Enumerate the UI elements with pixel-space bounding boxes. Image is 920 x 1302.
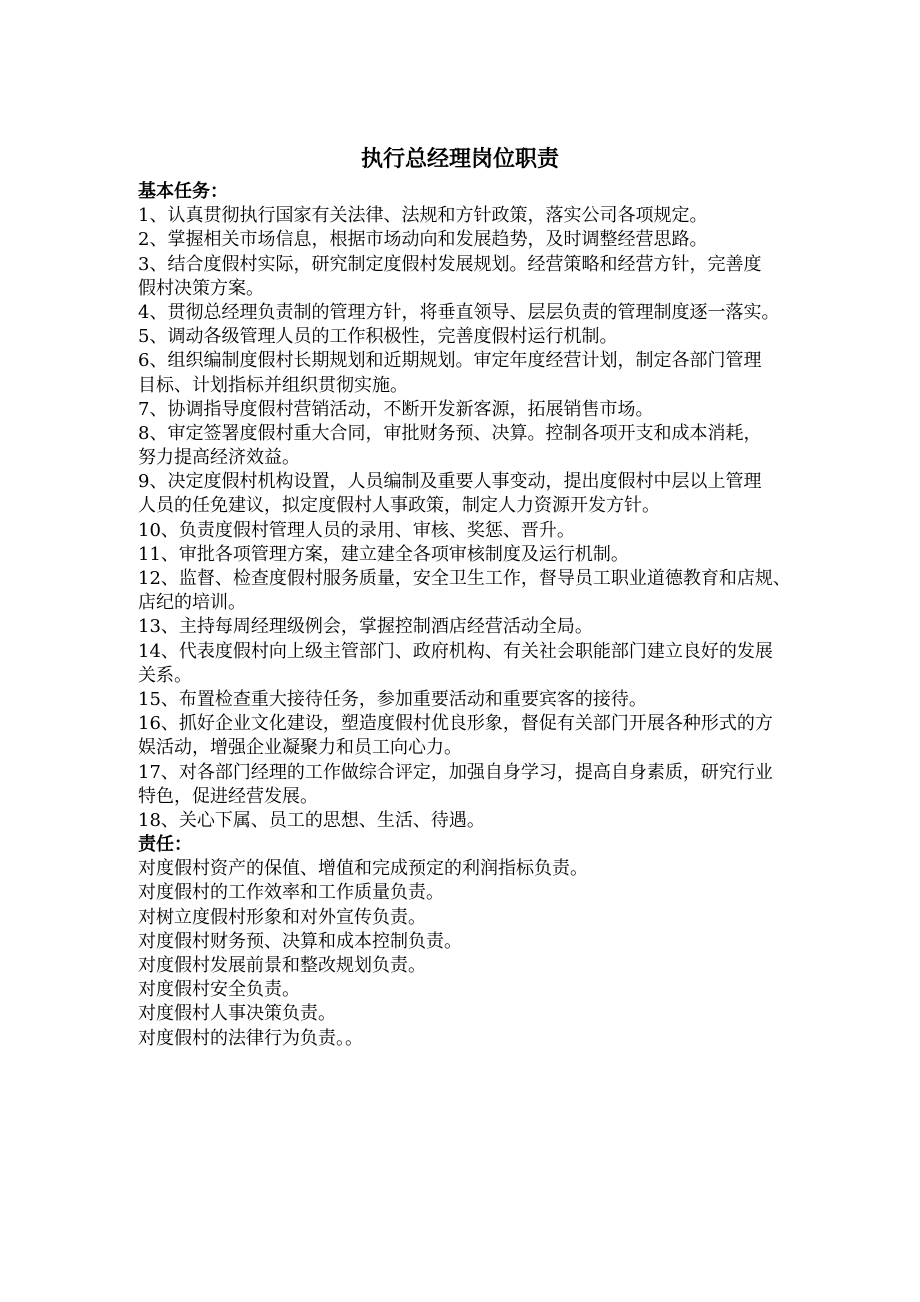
duty-item: 对树立度假村形象和对外宣传负责。 <box>138 906 426 928</box>
duty-item: 对度假村发展前景和整改规划负责。 <box>138 955 426 976</box>
task-line: 目标、计划指标并组织贯彻实施。 <box>138 374 408 396</box>
task-line: 11、审批各项管理方案，建立建全各项审核制度及运行机制。 <box>138 543 629 565</box>
task-line: 假村决策方案。 <box>138 277 264 299</box>
duty-item: 对度假村资产的保值、增值和完成预定的利润指标负责。 <box>138 858 588 880</box>
task-item <box>138 228 788 252</box>
task-item <box>138 688 788 712</box>
document-body <box>138 180 791 1051</box>
task-line: 特色，促进经营发展。 <box>138 785 318 807</box>
task-line: 18、关心下属、员工的思想、生活、待遇。 <box>138 809 485 831</box>
duty-item: 对度假村的法律行为负责。。 <box>138 1027 363 1049</box>
task-line: 6、组织编制度假村长期规划和近期规划。审定年度经营计划，制定各部门管理 <box>138 350 762 372</box>
task-item <box>138 398 788 422</box>
task-item <box>138 349 788 397</box>
task-line: 12、监督、检查度假村服务质量，安全卫生工作，督导员工职业道德教育和店规、 <box>138 568 791 589</box>
task-line: 14、代表度假村向上级主管部门、政府机构、有关社会职能部门建立良好的发展 <box>138 640 773 662</box>
task-item <box>138 253 788 301</box>
task-item <box>138 809 788 833</box>
task-line: 娱活动，增强企业凝聚力和员工向心力。 <box>138 737 462 759</box>
task-line: 10、负责度假村管理人员的录用、审核、奖惩、晋升。 <box>138 519 575 541</box>
task-line: 5、调动各级管理人员的工作积极性，完善度假村运行机制。 <box>138 326 618 348</box>
task-line: 8、审定签署度假村重大合同，审批财务预、决算。控制各项开支和成本消耗， <box>138 422 762 444</box>
task-line: 7、协调指导度假村营销活动，不断开发新客源，拓展销售市场。 <box>138 398 654 420</box>
task-item <box>138 325 788 349</box>
task-item <box>138 615 788 639</box>
tasks-list <box>138 204 791 833</box>
task-line: 4、贯彻总经理负责制的管理方针，将垂直领导、层层负责的管理制度逐一落实。 <box>138 301 780 323</box>
task-line: 13、主持每周经理级例会，掌握控制酒店经营活动全局。 <box>138 616 593 638</box>
task-line: 9、决定度假村机构设置，人员编制及重要人事变动，提出度假村中层以上管理 <box>138 471 762 493</box>
task-item <box>138 204 788 228</box>
task-item <box>138 422 788 470</box>
tasks-heading: 基本任务： <box>138 181 228 202</box>
page-title: 执行总经理岗位职责 <box>360 147 559 172</box>
task-line: 17、对各部门经理的工作做综合评定，加强自身学习，提高自身素质，研究行业 <box>138 761 773 783</box>
task-line: 16、抓好企业文化建设，塑造度假村优良形象，督促有关部门开展各种形式的方 <box>138 713 773 735</box>
task-line: 关系。 <box>138 664 192 686</box>
duties-heading: 责任： <box>138 834 192 856</box>
task-line: 2、掌握相关市场信息，根据市场动向和发展趋势，及时调整经营思路。 <box>138 229 708 251</box>
task-item <box>138 640 788 688</box>
task-item <box>138 543 788 567</box>
task-line: 1、认真贯彻执行国家有关法律、法规和方针政策，落实公司各项规定。 <box>138 205 708 227</box>
task-line: 15、布置检查重大接待任务，参加重要活动和重要宾客的接待。 <box>138 688 647 710</box>
duty-item: 对度假村的工作效率和工作质量负责。 <box>138 882 444 904</box>
duty-item: 对度假村人事决策负责。 <box>138 1003 336 1025</box>
task-line: 努力提高经济效益。 <box>138 447 300 469</box>
task-item <box>138 301 788 325</box>
task-line: 店纪的培训。 <box>138 592 246 614</box>
task-item <box>138 567 791 615</box>
duty-item: 对度假村安全负责。 <box>138 979 300 1001</box>
task-item <box>138 470 788 518</box>
task-item <box>138 519 788 543</box>
duty-item: 对度假村财务预、决算和成本控制负责。 <box>138 930 462 952</box>
task-item <box>138 712 788 760</box>
task-line: 人员的任免建议，拟定度假村人事政策，制定人力资源开发方针。 <box>138 495 660 517</box>
task-item <box>138 761 788 809</box>
task-line: 3、结合度假村实际，研究制定度假村发展规划。经营策略和经营方针，完善度 <box>138 253 762 275</box>
duties-list <box>138 857 788 1051</box>
